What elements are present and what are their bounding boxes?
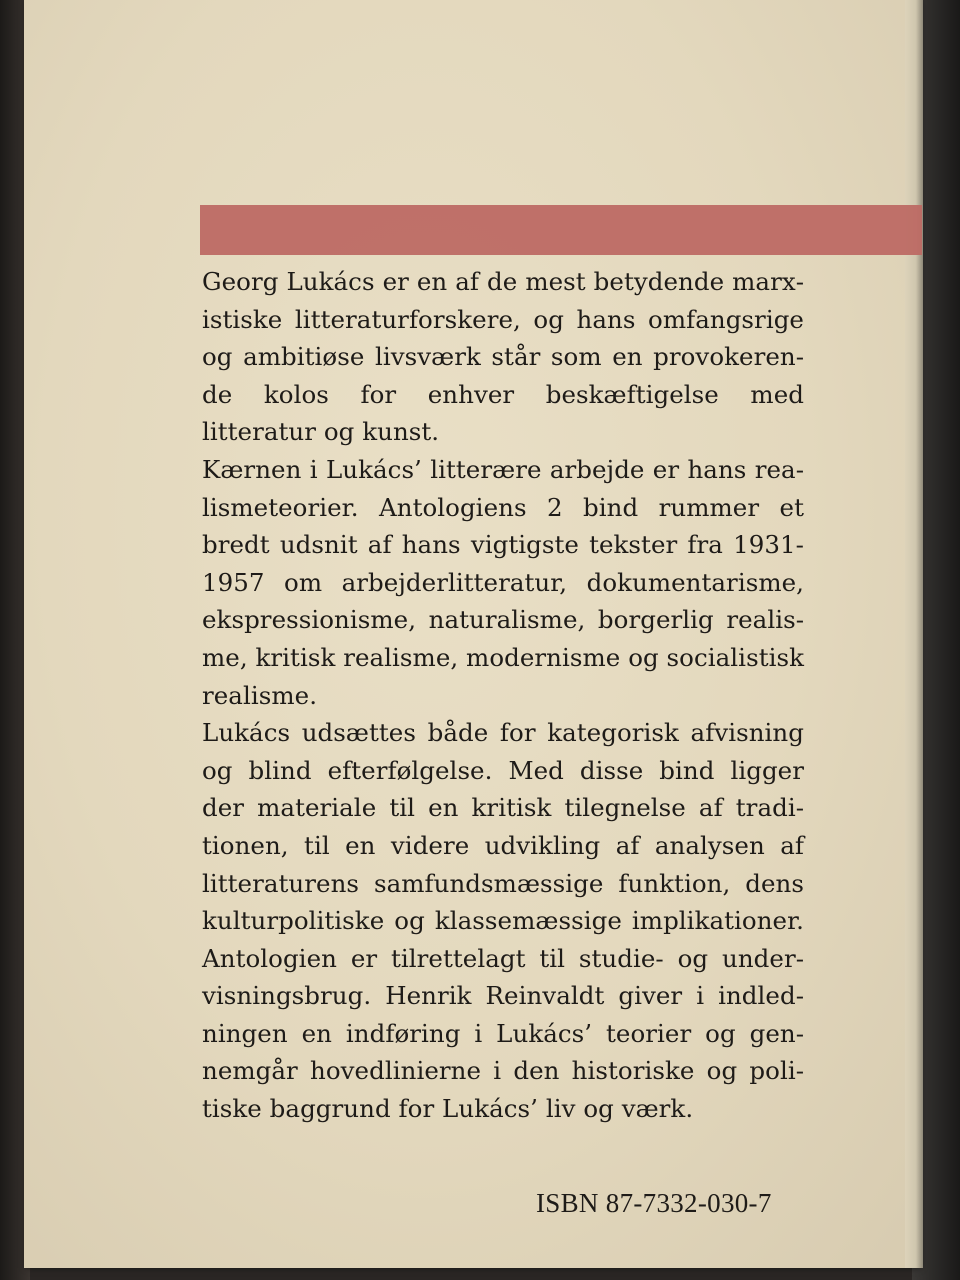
blurb-paragraph-1: Georg Lukács er en af de mest betydende marxistiske litteraturforskere, og hans omfangsrige og ambitiøse livsværk står som en provokerende kolos for enhver beskæftigelse med litteratur og kunst. (202, 267, 804, 447)
red-band (200, 205, 922, 255)
cover-blurb (202, 263, 804, 1128)
blurb-paragraph-2: Kærnen i Lukács’ litterære arbejde er hans realismeteorier. Antologiens 2 bind rummer et bredt udsnit af hans vigtigste tekster fra 1931-1957 om arbejderlitteratur, dokumentarisme, ekspressionisme, naturalisme, borgerlig realisme, kritisk realisme, modernisme og socialistisk realisme. (202, 454, 804, 710)
blurb-paragraph-3: Lukács udsættes både for kategorisk afvisning og blind efterfølgelse. Med disse bind ligger der materiale til en kritisk tilegnelse af traditionen, til en videre udvikling af analysen af litteraturens samfundsmæssige funktion, dens kulturpolitiske og klassemæssige implikationer. Antologien er tilrettelagt til studie- og undervisningsbrug. Henrik Reinvaldt giver i indledningen en indføring i Lukács’ teorier og gennemgår hovedlinierne i den historiske og politiske baggrund for Lukács’ liv og værk. (202, 718, 804, 1124)
cover-edge (905, 0, 923, 1268)
isbn-number: ISBN 87-7332-030-7 (536, 1188, 772, 1218)
